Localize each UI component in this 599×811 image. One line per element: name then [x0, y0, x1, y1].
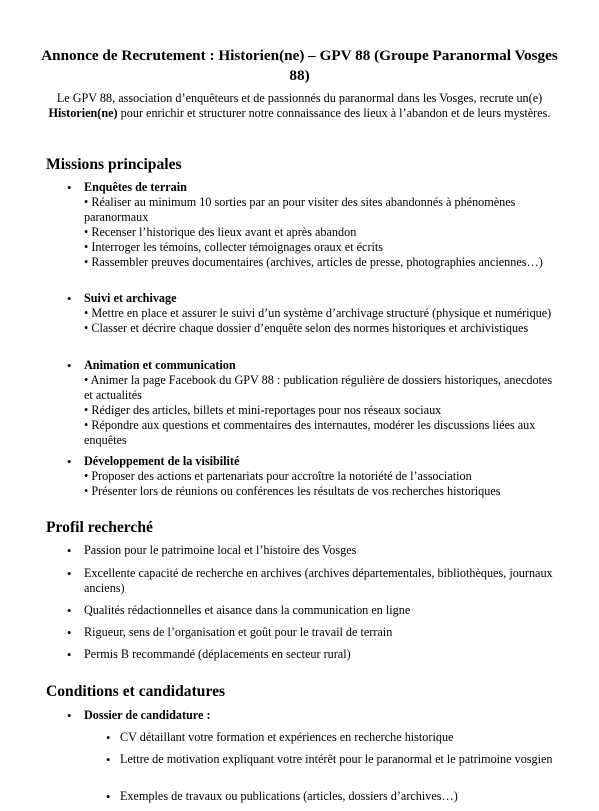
- dossier-item: Exemples de travaux ou publications (articles, dossiers d’archives…): [120, 789, 458, 803]
- bullet: •: [67, 648, 72, 662]
- mission-line: • Proposer des actions et partenariats pour accroître la notoriété de l’association: [84, 469, 472, 483]
- mission-line: • Classer et décrire chaque dossier d’enquête selon des normes historiques et archivistiques: [84, 321, 529, 335]
- bullet: •: [67, 626, 72, 640]
- mission-item: [84, 358, 562, 448]
- bullet: •: [106, 753, 111, 767]
- bullet: •: [67, 709, 72, 723]
- bullet: •: [67, 544, 72, 558]
- dossier-item: CV détaillant votre formation et expériences en recherche historique: [120, 730, 454, 744]
- mission-line: • Recenser l’historique des lieux avant et après abandon: [84, 225, 357, 239]
- intro-text-start: Le GPV 88, association d’enquêteurs et de passionnés du paranormal dans les Vosges, recrute un(e): [56, 91, 543, 105]
- profil-item: Excellente capacité de recherche en archives (archives départementales, bibliothèques, journaux anciens): [84, 566, 553, 595]
- bullet: •: [67, 455, 72, 469]
- mission-title: Suivi et archivage: [84, 291, 177, 305]
- mission-line: • Réaliser au minimum 10 sorties par an pour visiter des sites abandonnés à phénomènes paranormaux: [84, 195, 516, 224]
- profil-item: Passion pour le patrimoine local et l’histoire des Vosges: [84, 543, 357, 557]
- intro-paragraph: [40, 91, 559, 121]
- mission-line: • Présenter lors de réunions ou conférences les résultats de vos recherches historiques: [84, 484, 501, 498]
- dossier-title: Dossier de candidature :: [84, 708, 211, 722]
- section-heading-missions: Missions principales: [46, 156, 182, 173]
- mission-line: • Mettre en place et assurer le suivi d’un système d’archivage structuré (physique et numérique): [84, 306, 552, 320]
- section-heading-conditions: Conditions et candidatures: [46, 683, 226, 700]
- mission-title: Développement de la visibilité: [84, 454, 240, 468]
- section-heading-profil: Profil recherché: [46, 519, 153, 536]
- mission-title: Animation et communication: [84, 358, 236, 372]
- bullet: •: [106, 790, 111, 804]
- profil-item: Qualités rédactionnelles et aisance dans la communication en ligne: [84, 603, 411, 617]
- mission-line: • Interroger les témoins, collecter témoignages oraux et écrits: [84, 240, 384, 254]
- mission-line: • Répondre aux questions et commentaires des internautes, modérer les discussions liées aux enquêtes: [84, 418, 536, 447]
- bullet: •: [67, 292, 72, 306]
- mission-line: • Animer la page Facebook du GPV 88 : publication régulière de dossiers historiques, anecdotes et actualités: [84, 373, 553, 402]
- mission-item: [84, 180, 562, 270]
- intro-role-bold: Historien(ne): [48, 106, 118, 120]
- mission-item: [84, 454, 562, 499]
- bullet: •: [67, 359, 72, 373]
- mission-item: [84, 291, 562, 336]
- intro-text-end: pour enrichir et structurer notre connaissance des lieux à l’abandon et de leurs mystères.: [117, 106, 551, 120]
- profil-item: Permis B recommandé (déplacements en secteur rural): [84, 647, 351, 661]
- profil-item: Rigueur, sens de l’organisation et goût pour le travail de terrain: [84, 625, 393, 639]
- mission-line: • Rédiger des articles, billets et mini-reportages pour nos réseaux sociaux: [84, 403, 442, 417]
- page-title: Annonce de Recrutement : Historien(ne) – GPV 88 (Groupe Paranormal Vosges 88): [41, 47, 558, 84]
- bullet: •: [67, 567, 72, 581]
- mission-line: • Rassembler preuves documentaires (archives, articles de presse, photographies anciennes…): [84, 255, 543, 269]
- mission-title: Enquêtes de terrain: [84, 180, 187, 194]
- dossier-item: Lettre de motivation expliquant votre intérêt pour le paranormal et le patrimoine vosgien: [120, 752, 553, 766]
- bullet: •: [106, 731, 111, 745]
- bullet: •: [67, 181, 72, 195]
- bullet: •: [67, 604, 72, 618]
